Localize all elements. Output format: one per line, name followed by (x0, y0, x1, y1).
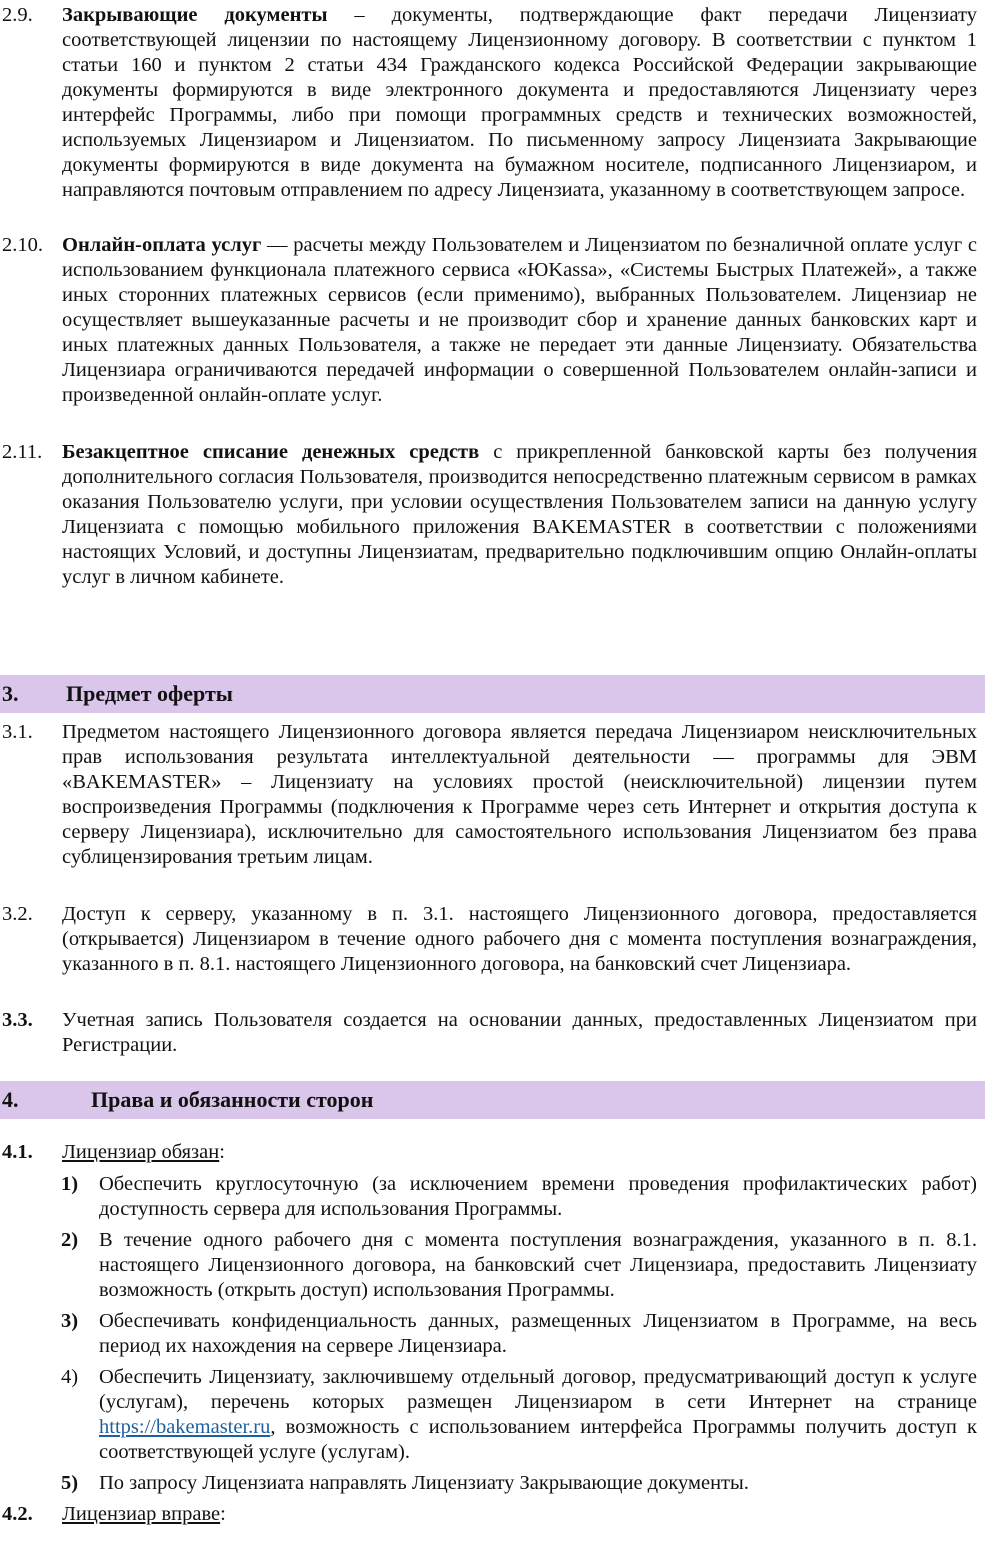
obligation-item-1 (0, 1172, 985, 1222)
clause-number: 2.11. (2, 441, 43, 463)
section-number: 4. (2, 1087, 19, 1112)
obligation-item-4 (0, 1365, 985, 1465)
clause-number: 3.2. (2, 903, 33, 925)
clause-3-1 (0, 720, 985, 870)
item-number: 3) (61, 1310, 79, 1332)
section-3-heading (0, 675, 985, 713)
section-title: Предмет оферты (66, 681, 233, 706)
clause-text: с прикрепленной банковской карты без получения дополнительного согласия Пользователя, производится непосредственно платежным сервисом в рамках оказания Пользователю услуги, при условии осуществления Пользователем записи на данную услугу Лицензиата с помощью мобильного приложения BAKEMASTER в соответствии с положениями настоящих Условий, и доступны Лицензиатам, предварительно подключившим опцию Онлайн-оплаты услуг в личном кабинете. (62, 441, 977, 588)
clause-label-suffix: : (219, 1141, 225, 1163)
obligation-item-3 (0, 1309, 985, 1359)
obligation-item-2 (0, 1228, 985, 1303)
section-4-heading (0, 1081, 985, 1119)
item-number: 2) (61, 1229, 79, 1251)
clause-number: 2.9. (2, 4, 33, 26)
clause-text: Предметом настоящего Лицензионного договора является передача Лицензиаром неисключительных прав использования результата интеллектуальной деятельности — программы для ЭВМ «BAKEMASTER» – Лицензиату на условиях простой (неисключительной) лицензии путем воспроизведения Программы (подключения к Программе через сеть Интернет и открытия доступа к серверу Лицензиара), исключительно для самостоятельного использования Лицензиатом без права сублицензирования третьим лицам. (62, 721, 977, 868)
bakemaster-website-link[interactable]: https://bakemaster.ru (99, 1416, 271, 1438)
clause-2-9 (0, 3, 985, 203)
clause-text: Учетная запись Пользователя создается на основании данных, предоставленных Лицензиатом при Регистрации. (62, 1009, 977, 1056)
clause-number: 3.1. (2, 721, 33, 743)
defined-term: Закрывающие документы (62, 4, 328, 26)
item-number: 1) (61, 1173, 79, 1195)
item-text-after-link: , возможность с использованием интерфейса Программы получить доступ к соответствующей услуге (услугам). (99, 1416, 977, 1463)
clause-text: — расчеты между Пользователем и Лицензиатом по безналичной оплате услуг с использованием функционала платежного сервиса «ЮKassa», «Системы Быстрых Платежей», а также иных сторонних платежных сервисов (если применимо), выбранных Пользователем. Лицензиар не осуществляет вышеуказанные расчеты и не производит сбор и хранение данных банковских карт и иных платежных данных Пользователя, а также не передает эти данные Лицензиату. Обязательства Лицензиара ограничиваются передачей информации о совершенной Пользователем онлайн-записи и произведенной онлайн-оплате услуг. (62, 234, 977, 406)
section-title: Права и обязанности сторон (91, 1087, 374, 1112)
defined-term: Безакцептное списание денежных средств (62, 441, 480, 463)
item-number: 5) (61, 1472, 79, 1494)
item-text: Обеспечивать конфиденциальность данных, размещенных Лицензиатом в Программе, на весь период их нахождения на сервере Лицензиара. (99, 1310, 977, 1357)
clause-number: 4.2. (2, 1503, 33, 1525)
section-number: 3. (2, 681, 19, 706)
clause-label-suffix: : (220, 1503, 226, 1525)
clause-2-11 (0, 440, 985, 590)
clause-3-3 (0, 1008, 985, 1058)
clause-text: – документы, подтверждающие факт передачи Лицензиату соответствующей лицензии по настоящему Лицензионному договору. В соответствии с пунктом 1 статьи 160 и пунктом 2 статьи 434 Гражданского кодекса Российской Федерации закрывающие документы формируются в виде электронного документа и предоставляются Лицензиату через интерфейс Программы, либо при помощи программных средств и технических возможностей, используемых Лицензиаром и Лицензиатом. По письменному запросу Лицензиата Закрывающие документы формируются в виде документа на бумажном носителе, подписанного Лицензиаром, и направляются почтовым отправлением по адресу Лицензиата, указанному в соответствующем запросе. (62, 4, 977, 201)
item-text: По запросу Лицензиата направлять Лицензиату Закрывающие документы. (99, 1472, 749, 1494)
clause-3-2 (0, 902, 985, 977)
clause-4-1 (0, 1140, 985, 1165)
item-number: 4) (61, 1366, 79, 1388)
clause-number: 2.10. (2, 234, 43, 256)
clause-text: Доступ к серверу, указанному в п. 3.1. настоящего Лицензионного договора, предоставляется (открывается) Лицензиаром в течение одного рабочего дня с момента поступления вознаграждения, указанного в п. 8.1. настоящего Лицензионного договора, на банковский счет Лицензиара. (62, 903, 977, 975)
clause-number: 3.3. (2, 1009, 33, 1031)
item-text-before-link: Обеспечить Лицензиату, заключившему отдельный договор, предусматривающий доступ к услуге (услугам), перечень которых размещен Лицензиаром в сети Интернет на странице (99, 1366, 977, 1413)
item-text: В течение одного рабочего дня с момента поступления вознаграждения, указанного в п. 8.1. настоящего Лицензионного договора, на банковский счет Лицензиара, предоставить Лицензиату возможность (открыть доступ) использования Программы. (99, 1229, 977, 1301)
clause-4-2 (0, 1502, 985, 1527)
clause-number: 4.1. (2, 1141, 33, 1163)
item-text: Обеспечить круглосуточную (за исключением времени проведения профилактических работ) доступность сервера для использования Программы. (99, 1173, 977, 1220)
defined-term: Онлайн-оплата услуг (62, 234, 262, 256)
clause-label: Лицензиар вправе (62, 1503, 221, 1525)
clause-2-10 (0, 233, 985, 408)
obligation-item-5 (0, 1471, 985, 1496)
clause-label: Лицензиар обязан (62, 1141, 220, 1163)
